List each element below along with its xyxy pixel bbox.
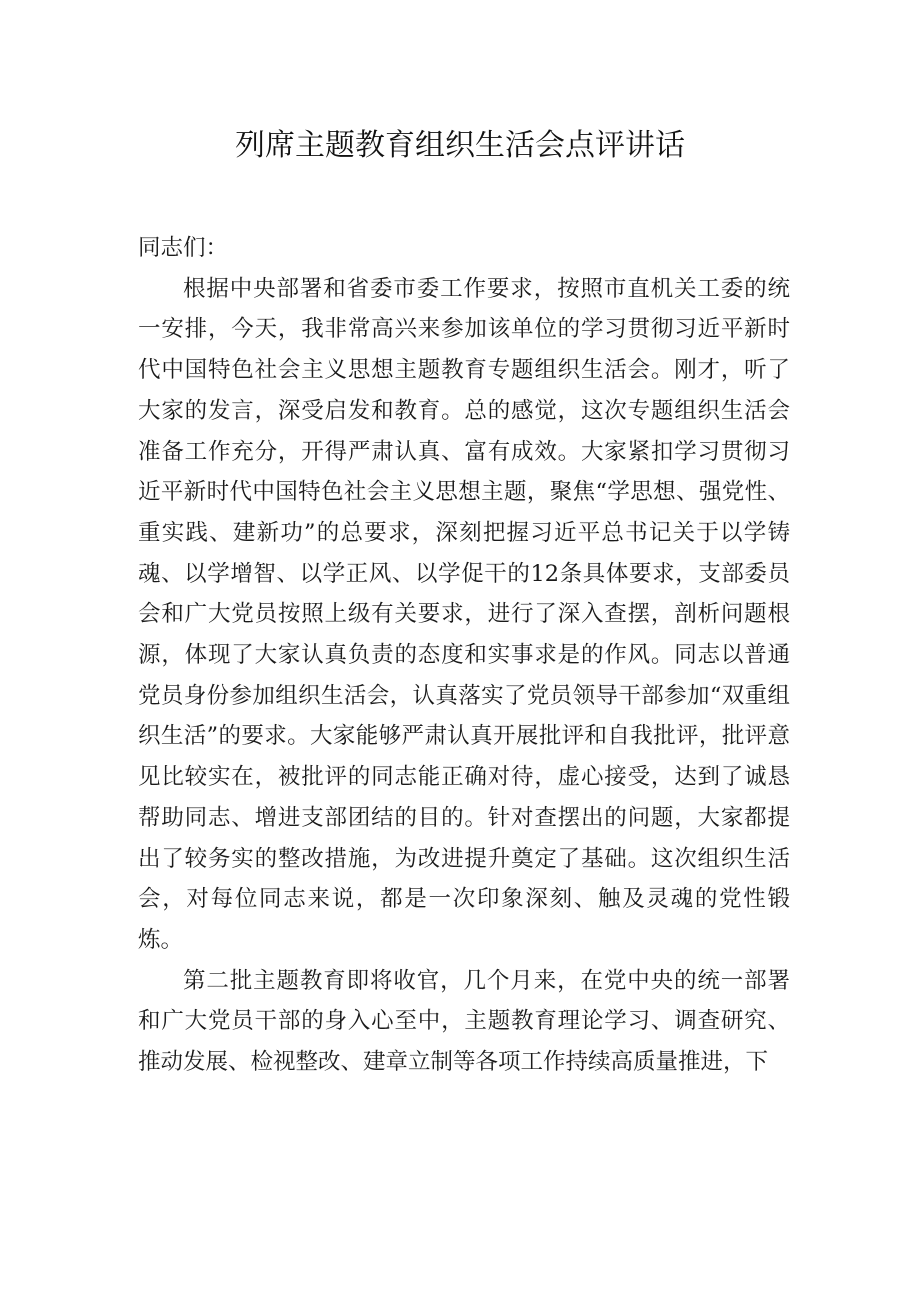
paragraph-2: 第二批主题教育即将收官，几个月来，在党中央的统一部署和广大党员干部的身入心至中，主题教育理论学习、调查研究、推动发展、检视整改、建章立制等各项工作持续高质量推进，下	[138, 967, 790, 1076]
document-title: 列席主题教育组织生活会点评讲话	[235, 128, 685, 163]
salutation: 同志们：	[138, 235, 229, 261]
paragraph-1: 根据中央部署和省委市委工作要求，按照市直机关工委的统一安排，今天，我非常高兴来参加该单位的学习贯彻习近平新时代中国特色社会主义思想主题教育专题组织生活会。刚才，听了大家的发言，深受启发和教育。总的感觉，这次专题组织生活会准备工作充分，开得严肃认真、富有成效。大家紧扣学习贯彻习近平新时代中国特色社会主义思想主题，聚焦“学思想、强党性、重实践、建新功”的总要求，深刻把握习近平总书记关于以学铸魂、以学增智、以学正风、以学促干的12条具体要求，支部委员会和广大党员按照上级有关要求，进行了深入查摆，剖析问题根源，体现了大家认真负责的态度和实事求是的作风。同志以普通党员身份参加组织生活会，认真落实了党员领导干部参加“双重组织生活”的要求。大家能够严肃认真开展批评和自我批评，批评意见比较实在，被批评的同志能正确对待，虚心接受，达到了诚恳帮助同志、增进支部团结的目的。针对查摆出的问题，大家都提出了较务实的整改措施，为改进提升奠定了基础。这次组织生活会，对每位同志来说，都是一次印象深刻、触及灵魂的党性锻炼。	[138, 275, 790, 953]
document-body	[138, 228, 790, 1083]
